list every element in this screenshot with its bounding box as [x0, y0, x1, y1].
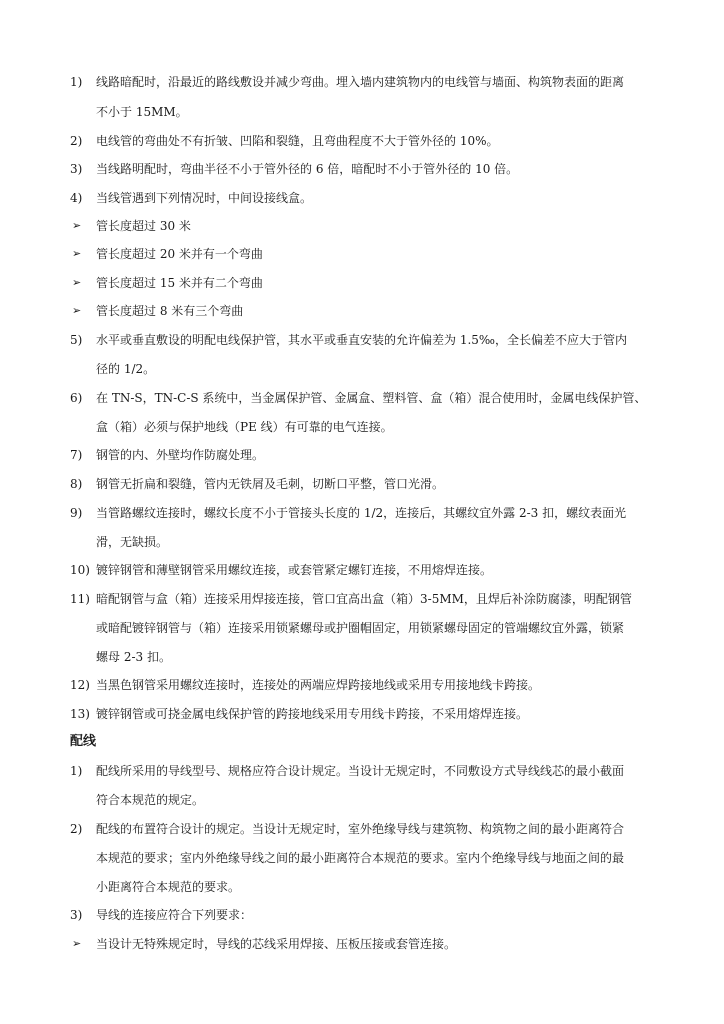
item-number: 6): [70, 391, 83, 405]
item-number: 2): [70, 822, 83, 836]
item-number: 12): [70, 678, 90, 692]
item-text: 电线管的弯曲处不有折皱、凹陷和裂缝，且弯曲程度不大于管外径的 10%。: [96, 134, 499, 148]
bullet-arrow-icon: ➢: [72, 276, 82, 289]
item-text: 径的 1/2。: [96, 362, 156, 376]
item-text: 盒（箱）必须与保护地线（PE 线）有可靠的电气连接。: [96, 420, 393, 434]
item-text: 水平或垂直敷设的明配电线保护管，其水平或垂直安装的允许偏差为 1.5‰，全长偏差不应大于管内: [96, 333, 628, 347]
item-number: 2): [70, 134, 83, 148]
item-text: 或暗配镀锌钢管与（箱）连接采用锁紧螺母或护圈帽固定，用锁紧螺母固定的管端螺纹宜外露，锁紧: [96, 621, 625, 635]
bullet-text: 管长度超过 15 米并有二个弯曲: [96, 276, 263, 290]
item-text: 不小于 15MM。: [96, 105, 188, 119]
bullet-arrow-icon: ➢: [72, 304, 82, 317]
bullet-text: 管长度超过 20 米并有一个弯曲: [96, 247, 263, 261]
item-text: 本规范的要求；室内外绝缘导线之间的最小距离符合本规范的要求。室内个绝缘导线与地面之间的最: [96, 851, 625, 865]
item-text: 导线的连接应符合下列要求：: [96, 908, 253, 922]
item-text: 钢管无折扁和裂缝，管内无铁屑及毛刺，切断口平整，管口光滑。: [96, 477, 445, 491]
item-text: 小距离符合本规范的要求。: [96, 880, 241, 894]
item-text: 配线所采用的导线型号、规格应符合设计规定。当设计无规定时，不同敷设方式导线线芯的最小截面: [96, 764, 625, 778]
item-text: 钢管的内、外壁均作防腐处理。: [96, 448, 265, 462]
item-text: 当黑色钢管采用螺纹连接时，连接处的两端应焊跨接地线或采用专用接地线卡跨接。: [96, 678, 541, 692]
item-number: 4): [70, 191, 83, 205]
item-number: 3): [70, 908, 83, 922]
bullet-arrow-icon: ➢: [72, 247, 82, 260]
item-text: 镀锌钢管或可挠金属电线保护管的跨接地线采用专用线卡跨接，不采用熔焊连接。: [96, 707, 529, 721]
item-number: 1): [70, 75, 83, 89]
item-text: 在 TN-S，TN-C-S 系统中，当金属保护管、金属盒、塑料管、盒（箱）混合使用时，金属电线保护管、: [96, 391, 647, 405]
item-text: 符合本规范的规定。: [96, 793, 205, 807]
item-number: 3): [70, 162, 83, 176]
item-number: 8): [70, 477, 83, 491]
bullet-text: 管长度超过 8 米有三个弯曲: [96, 304, 244, 318]
item-number: 9): [70, 506, 83, 520]
item-text: 暗配钢管与盒（箱）连接采用焊接连接，管口宜高出盒（箱）3-5MM，且焊后补涂防腐漆，明配钢管: [96, 592, 632, 606]
item-number: 5): [70, 333, 83, 347]
item-text: 镀锌钢管和薄壁钢管采用螺纹连接，或套管紧定螺钉连接，不用熔焊连接。: [96, 563, 493, 577]
item-text: 线路暗配时，沿最近的路线敷设并减少弯曲。埋入墙内建筑物内的电线管与墙面、构筑物表面的距离: [96, 75, 625, 89]
item-text: 当管路螺纹连接时，螺纹长度不小于管接头长度的 1/2，连接后，其螺纹宜外露 2-3 扣，螺纹表面光: [96, 506, 627, 520]
item-text: 配线的布置符合设计的规定。当设计无规定时，室外绝缘导线与建筑物、构筑物之间的最小距离符合: [96, 822, 625, 836]
item-number: 13): [70, 707, 90, 721]
item-text: 当线管遇到下列情况时，中间设接线盒。: [96, 191, 313, 205]
bullet-arrow-icon: ➢: [72, 937, 82, 950]
item-number: 1): [70, 764, 83, 778]
item-number: 7): [70, 448, 83, 462]
item-number: 10): [70, 563, 90, 577]
bullet-text: 当设计无特殊规定时，导线的芯线采用焊接、压板压接或套管连接。: [96, 937, 457, 951]
item-text: 当线路明配时，弯曲半径不小于管外径的 6 倍，暗配时不小于管外径的 10 倍。: [96, 162, 519, 176]
item-text: 螺母 2-3 扣。: [96, 650, 171, 664]
bullet-arrow-icon: ➢: [72, 219, 82, 232]
section-heading: 配线: [70, 734, 97, 749]
bullet-text: 管长度超过 30 米: [96, 219, 191, 233]
item-text: 滑，无缺损。: [96, 535, 169, 549]
item-number: 11): [70, 592, 90, 606]
